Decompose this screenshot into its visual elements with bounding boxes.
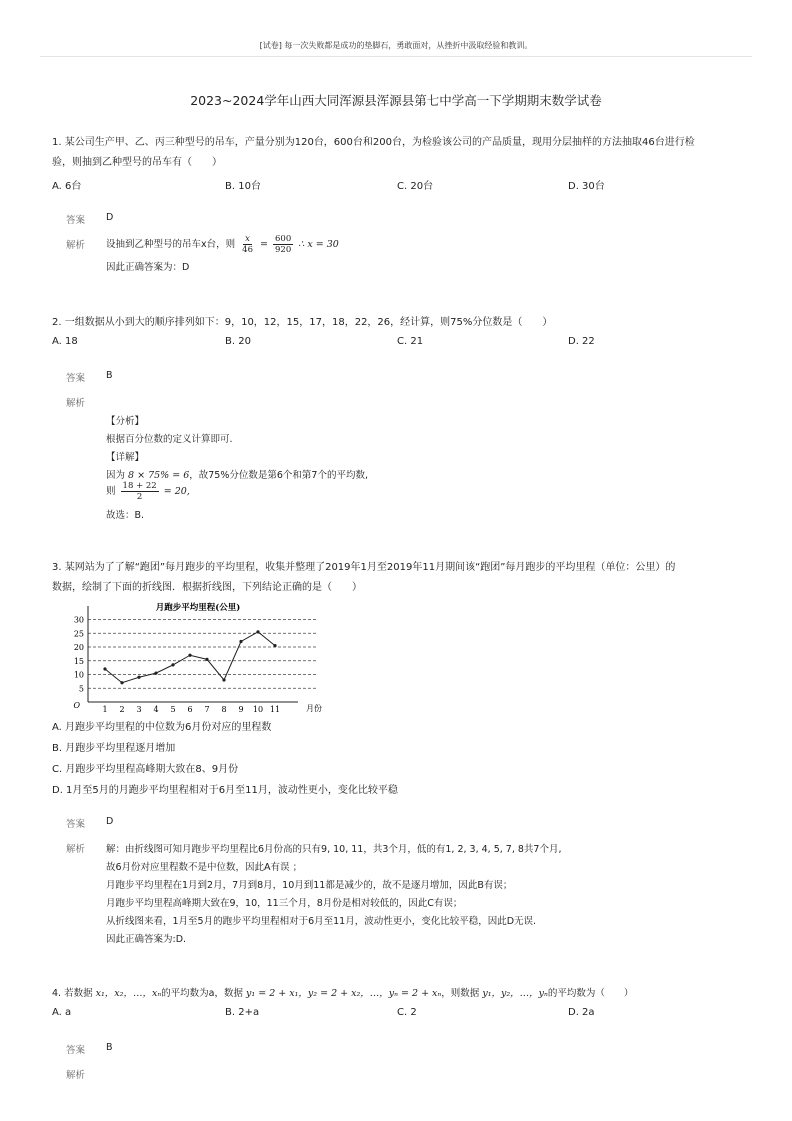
q1-fraction-1 xyxy=(240,234,255,255)
question-4-answer: B xyxy=(106,1042,113,1053)
data-point-2 xyxy=(120,681,123,684)
q1-fraction-2-den: 920 xyxy=(275,245,292,255)
q4-s2: 的平均数为a，数据 xyxy=(161,988,243,999)
question-3-answer: D xyxy=(106,816,114,827)
x-tick-label-6: 6 xyxy=(187,705,193,714)
question-2-answer: B xyxy=(106,370,113,381)
question-1-stem xyxy=(52,133,742,173)
q4-s1: 4. 若数据 xyxy=(52,988,93,999)
x-tick-label-2: 2 xyxy=(119,705,125,714)
question-2-option-a[interactable]: A. 18 xyxy=(52,336,78,347)
question-3-stem xyxy=(52,558,742,598)
y-tick-label-10: 10 xyxy=(73,670,84,680)
question-3-option-c[interactable]: C. 月跑步平均里程高峰期大致在8、9月份 xyxy=(52,764,239,775)
question-3-stem-line1: 3. 某网站为了了解“跑团”每月跑步的平均里程，收集并整理了2019年1月至2019年11月期间该“跑团”每月跑步的平均里程（单位：公里）的 xyxy=(52,562,676,573)
question-2-solution-line5 xyxy=(106,480,190,504)
data-point-11 xyxy=(273,644,276,647)
y-tick-label-5: 5 xyxy=(78,684,84,694)
question-3-solution-line6: 因此正确答案为:D. xyxy=(106,934,187,945)
q1-fraction-2-num: 600 xyxy=(275,234,292,244)
y-tick-label-30: 30 xyxy=(73,615,84,625)
y-tick-label-15: 15 xyxy=(73,656,84,666)
question-2-stem: 2. 一组数据从小到大的顺序排列如下：9，10，12，15，17，18，22，26，经计算，则75%分位数是（ ） xyxy=(52,317,553,328)
data-point-9 xyxy=(239,640,242,643)
line-chart xyxy=(58,600,338,716)
data-point-1 xyxy=(103,667,106,670)
q4-m2: y₁ = 2 + x₁，y₂ = 2 + x₂，…，yₙ = 2 + xₙ xyxy=(246,988,442,999)
data-point-6 xyxy=(188,654,191,657)
q1-fraction-1-num: x xyxy=(245,234,250,244)
question-2-solution-line6: 故选：B. xyxy=(106,510,145,521)
data-point-4 xyxy=(154,672,157,675)
question-3-solution-line1: 解：由折线图可知月跑步平均里程比6月份高的只有9, 10, 11，共3个月，低的有1, 2, 3, 4, 5, 7, 8共7个月, xyxy=(106,844,562,855)
q2-fraction-num: 18 + 22 xyxy=(122,481,157,491)
question-3-option-b[interactable]: B. 月跑步平均里程逐月增加 xyxy=(52,743,176,754)
question-2-option-b[interactable]: B. 20 xyxy=(225,336,251,347)
series-polyline xyxy=(105,632,275,683)
question-3-stem-line2: 数据，绘制了下面的折线图．根据折线图，下列结论正确的是（ ） xyxy=(52,582,362,593)
header-banner: [试卷] 每一次失败都是成功的垫脚石，勇敢面对，从挫折中汲取经验和教训。 xyxy=(259,41,533,50)
question-1-option-d[interactable]: D. 30台 xyxy=(568,181,605,192)
series-line xyxy=(105,632,275,683)
data-point-5 xyxy=(171,663,174,666)
x-tick-label-1: 1 xyxy=(102,705,108,714)
question-4-analysis-label: 解析 xyxy=(66,1070,86,1081)
question-1-solution-line1 xyxy=(106,234,339,256)
question-4-option-c[interactable]: C. 2 xyxy=(397,1007,417,1018)
question-4-stem xyxy=(52,984,742,1004)
question-3-solution-line2: 故6月份对应里程数不是中位数，因此A有误 ； xyxy=(106,862,303,873)
x-ticks xyxy=(102,705,280,714)
x-tick-label-7: 7 xyxy=(204,705,210,714)
y-ticks xyxy=(74,616,84,694)
chart-grid xyxy=(88,620,316,689)
question-3-solution-line3: 月跑步平均里程在1月到2月，7月到8月，10月到11都是减少的，故不是逐月增加，因此B有误； xyxy=(106,880,513,891)
x-tick-label-4: 4 xyxy=(153,705,159,714)
q1-sol-text: 设抽到乙种型号的吊车x台，则 xyxy=(106,239,236,250)
q1-fraction-1-den: 46 xyxy=(242,245,253,255)
x-tick-label-5: 5 xyxy=(170,705,176,714)
question-2-solution-line4 xyxy=(106,467,368,481)
q1-equals: = xyxy=(260,239,268,250)
question-1-option-c[interactable]: C. 20台 xyxy=(397,181,434,192)
y-tick-label-20: 20 xyxy=(73,643,84,652)
question-3-option-a[interactable]: A. 月跑步平均里程的中位数为6月份对应的里程数 xyxy=(52,722,272,733)
q4-s3: ，则数据 xyxy=(441,988,480,999)
data-point-8 xyxy=(222,678,225,681)
x-tick-label-9: 9 xyxy=(238,705,244,714)
question-2-solution-line1: 【分析】 xyxy=(106,416,145,427)
question-3-option-d[interactable]: D. 1月至5月的月跑步平均里程相对于6月至11月，波动性更小，变化比较平稳 xyxy=(52,785,398,796)
y-tick-label-25: 25 xyxy=(73,629,84,639)
q2-l4-a: 因为 xyxy=(106,470,126,481)
q4-m1: x₁，x₂，…，xₙ xyxy=(95,988,162,999)
question-2-solution-line3: 【详解】 xyxy=(106,452,145,463)
x-tick-label-8: 8 xyxy=(221,705,227,714)
data-point-3 xyxy=(137,676,140,679)
q1-conclusion: ∴ x = 30 xyxy=(298,239,339,250)
q4-s4: 的平均数为（ ） xyxy=(547,988,634,999)
question-2-answer-label: 答案 xyxy=(66,373,86,384)
question-2-option-c[interactable]: C. 21 xyxy=(397,336,424,347)
exam-title: 2023~2024学年山西大同浑源县浑源县第七中学高一下学期期末数学试卷 xyxy=(190,93,602,108)
header-divider xyxy=(40,56,752,57)
q2-fraction xyxy=(121,481,159,502)
question-4-option-a[interactable]: A. a xyxy=(52,1007,72,1018)
question-1-solution-line2: 因此正确答案为：D xyxy=(106,262,190,273)
question-1-stem-line2: 验，则抽到乙种型号的吊车有（ ） xyxy=(52,157,222,168)
question-4-option-b[interactable]: B. 2+a xyxy=(225,1007,260,1018)
q2-l5-a: 则 xyxy=(106,486,116,497)
question-2-option-d[interactable]: D. 22 xyxy=(568,336,595,347)
question-1-answer-label: 答案 xyxy=(66,215,86,226)
question-1-stem-line1: 1. 某公司生产甲、乙、丙三种型号的吊车，产量分别为120台，600台和200台，为检验该公司的产品质量，现用分层抽样的方法抽取46台进行检 xyxy=(52,137,695,148)
chart-title: 月跑步平均里程(公里) xyxy=(155,603,241,613)
question-3-solution-line4: 月跑步平均里程高峰期大致在9，10，11三个月，8月份是相对较低的，因此C有误； xyxy=(106,898,463,909)
q4-m3: y₁，y₂，…，yₙ xyxy=(482,988,548,999)
q2-l5-b: = 20, xyxy=(163,486,190,497)
question-3-solution-line5: 从折线图来看，1月至5月的跑步平均里程相对于6月至11月，波动性更小，变化比较平稳，因此D无误. xyxy=(106,916,537,927)
q1-fraction-2 xyxy=(273,234,293,255)
question-1-option-b[interactable]: B. 10台 xyxy=(225,181,261,192)
data-point-7 xyxy=(205,658,208,661)
x-tick-label-10: 10 xyxy=(252,705,264,714)
question-1-analysis-label: 解析 xyxy=(66,240,86,251)
x-tick-label-11: 11 xyxy=(269,705,281,714)
x-axis-label: 月份 xyxy=(306,704,322,713)
question-4-option-d[interactable]: D. 2a xyxy=(568,1007,595,1018)
question-1-answer: D xyxy=(106,212,114,223)
question-3-answer-label: 答案 xyxy=(66,819,86,830)
question-2-solution-line2: 根据百分位数的定义计算即可. xyxy=(106,434,233,445)
origin-label: O xyxy=(73,701,80,710)
question-4-answer-label: 答案 xyxy=(66,1045,86,1056)
q2-l4-math: 8 × 75% = 6 xyxy=(128,470,190,481)
series-points xyxy=(103,630,276,684)
q2-l4-b: ，故75%分位数是第6个和第7个的平均数, xyxy=(189,470,368,481)
x-tick-label-3: 3 xyxy=(136,705,142,714)
data-point-10 xyxy=(256,630,259,633)
question-3-analysis-label: 解析 xyxy=(66,844,86,855)
question-1-option-a[interactable]: A. 6台 xyxy=(52,181,82,192)
q2-fraction-den: 2 xyxy=(136,492,143,502)
question-2-analysis-label: 解析 xyxy=(66,398,86,409)
